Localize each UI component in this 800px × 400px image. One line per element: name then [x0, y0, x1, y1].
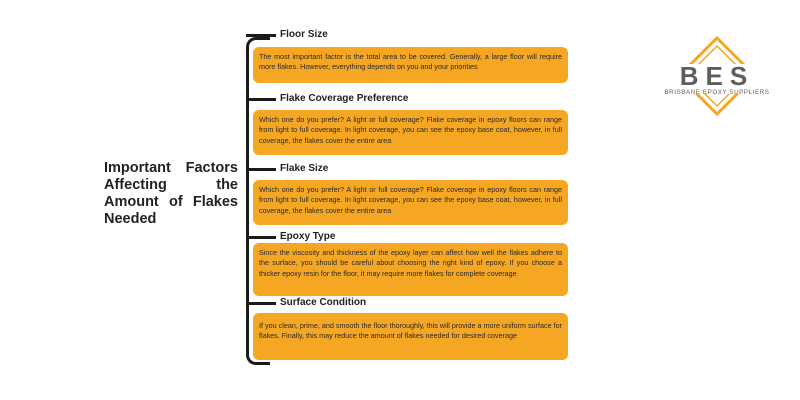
connector-tick [246, 302, 276, 305]
factor-box-flake-coverage: Which one do you prefer? A light or full coverage? Flake coverage in epoxy floors can range from light to full coverage. In light coverage, you can see the epoxy base coat, however, in full coverage, the flakes cover the entire area [253, 110, 568, 155]
factor-heading-floor-size: Floor Size [280, 29, 328, 40]
factor-box-floor-size: The most important factor is the total area to be covered. Generally, a large floor will require more flakes. However, everything depends on you and your priorities [253, 47, 568, 83]
factor-box-flake-size: Which one do you prefer? A light or full coverage? Flake coverage in epoxy floors can range from light to full coverage. In light coverage, you can see the epoxy base coat, however, in full coverage, the flakes cover the entire area [253, 180, 568, 225]
factor-heading-epoxy-type: Epoxy Type [280, 231, 336, 242]
bes-logo [661, 36, 773, 128]
logo-subtitle: BRISBANE EPOXY SUPPLIERS [664, 89, 770, 96]
factor-heading-flake-size: Flake Size [280, 163, 329, 174]
factor-heading-flake-coverage: Flake Coverage Preference [280, 93, 409, 104]
connector-tick [246, 168, 276, 171]
factor-box-epoxy-type: Since the viscosity and thickness of the epoxy layer can affect how well the flakes adhere to the surface, you should be careful about choosing the right kind of epoxy. If you choose a thicker epoxy resin for the floor, it may require more flakes for complete coverage [253, 243, 568, 296]
diagram-title: Important Factors Affecting the Amount of Flakes Needed [104, 160, 238, 227]
connector-tick [246, 98, 276, 101]
logo-text: BES [679, 61, 755, 91]
connector-tick [246, 34, 276, 37]
connector-tick [246, 236, 276, 239]
factor-heading-surface-condition: Surface Condition [280, 297, 367, 308]
factor-box-surface-condition: If you clean, prime, and smooth the floor thoroughly, this will provide a more uniform surface for flakes. Finally, this may reduce the amount of flakes needed for desired coverage [253, 313, 568, 360]
